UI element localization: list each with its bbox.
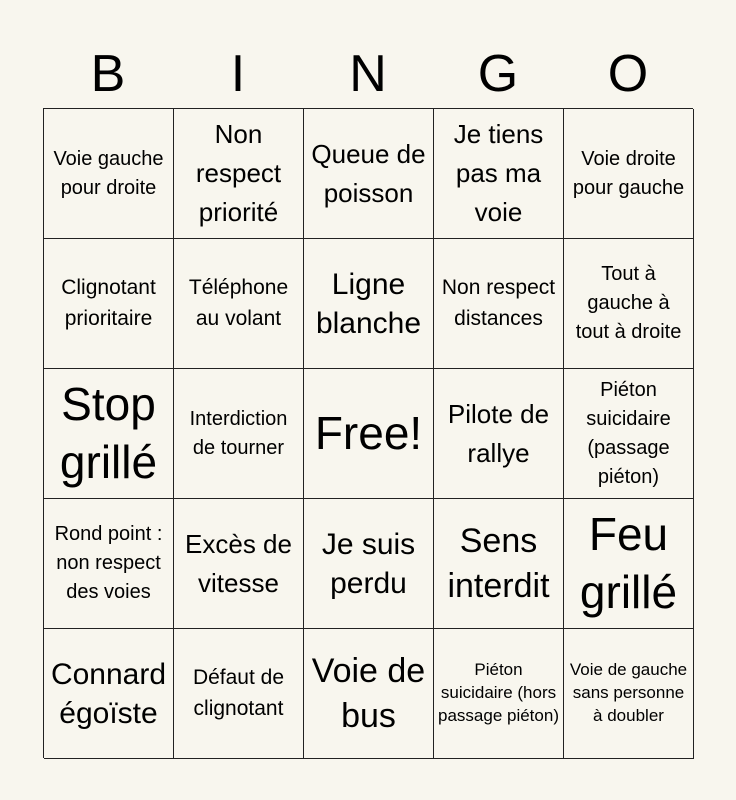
bingo-cell-text: Piéton suicidaire (hors passage piéton) bbox=[438, 660, 559, 725]
bingo-cell-text: Défaut de clignotant bbox=[192, 666, 285, 720]
bingo-cell-text: Sens interdit bbox=[447, 522, 550, 605]
bingo-cell-text: Excès de vitesse bbox=[185, 528, 292, 598]
bingo-cell-text: Piéton suicidaire (passage piéton) bbox=[586, 378, 671, 488]
bingo-cell-text: Voie droite pour gauche bbox=[572, 147, 685, 199]
bingo-cell[interactable] bbox=[564, 369, 694, 499]
bingo-cell-text: Connard égoïste bbox=[50, 657, 167, 730]
bingo-cell[interactable] bbox=[434, 369, 564, 499]
bingo-cell-text: Feu grillé bbox=[579, 508, 678, 618]
header-letter-g: G bbox=[477, 45, 519, 103]
bingo-cell[interactable] bbox=[434, 499, 564, 629]
bingo-cell[interactable] bbox=[44, 239, 174, 369]
bingo-cell[interactable] bbox=[564, 239, 694, 369]
bingo-cell[interactable] bbox=[174, 369, 304, 499]
bingo-cell-text: Clignotant prioritaire bbox=[61, 276, 156, 330]
bingo-cell-text: Ligne blanche bbox=[315, 267, 422, 340]
bingo-cell-text: Interdiction de tourner bbox=[189, 407, 288, 459]
bingo-cell[interactable] bbox=[304, 499, 434, 629]
bingo-cell-text: Free! bbox=[314, 406, 423, 459]
bingo-free-cell[interactable] bbox=[304, 369, 434, 499]
header-letter-o: O bbox=[607, 45, 649, 103]
bingo-cell-text: Rond point : non respect des voies bbox=[54, 523, 163, 603]
bingo-cell[interactable] bbox=[434, 109, 564, 239]
bingo-cell[interactable] bbox=[44, 629, 174, 759]
bingo-cell[interactable] bbox=[564, 499, 694, 629]
header-letter-i: I bbox=[230, 45, 246, 103]
bingo-cell[interactable] bbox=[44, 499, 174, 629]
bingo-cell-text: Queue de poisson bbox=[311, 138, 426, 208]
bingo-cell-text: Je suis perdu bbox=[321, 527, 416, 600]
bingo-cell-text: Téléphone au volant bbox=[188, 276, 289, 330]
bingo-cell[interactable] bbox=[304, 109, 434, 239]
bingo-cell[interactable] bbox=[174, 499, 304, 629]
bingo-cell[interactable] bbox=[44, 369, 174, 499]
bingo-cell[interactable] bbox=[304, 629, 434, 759]
bingo-header bbox=[43, 40, 693, 108]
header-letter-b: B bbox=[90, 45, 126, 103]
bingo-cell[interactable] bbox=[44, 109, 174, 239]
bingo-cell[interactable] bbox=[304, 239, 434, 369]
bingo-cell[interactable] bbox=[564, 109, 694, 239]
bingo-cell-text: Pilote de rallye bbox=[447, 398, 550, 468]
bingo-cell-text: Stop grillé bbox=[59, 378, 158, 488]
bingo-cell[interactable] bbox=[434, 629, 564, 759]
bingo-cell-text: Voie de gauche sans personne à doubler bbox=[569, 660, 688, 725]
bingo-cell[interactable] bbox=[174, 109, 304, 239]
bingo-cell-text: Tout à gauche à tout à droite bbox=[575, 263, 682, 343]
bingo-cell-text: Voie gauche pour droite bbox=[53, 147, 164, 199]
bingo-cell[interactable] bbox=[564, 629, 694, 759]
bingo-cell-text: Voie de bus bbox=[311, 652, 426, 735]
header-letter-n: N bbox=[349, 45, 387, 103]
bingo-grid bbox=[43, 108, 693, 758]
bingo-cell-text: Non respect priorité bbox=[195, 119, 282, 227]
bingo-cell[interactable] bbox=[174, 239, 304, 369]
bingo-cell-text: Non respect distances bbox=[441, 276, 556, 330]
bingo-cell[interactable] bbox=[434, 239, 564, 369]
bingo-cell[interactable] bbox=[174, 629, 304, 759]
bingo-cell-text: Je tiens pas ma voie bbox=[453, 119, 544, 227]
